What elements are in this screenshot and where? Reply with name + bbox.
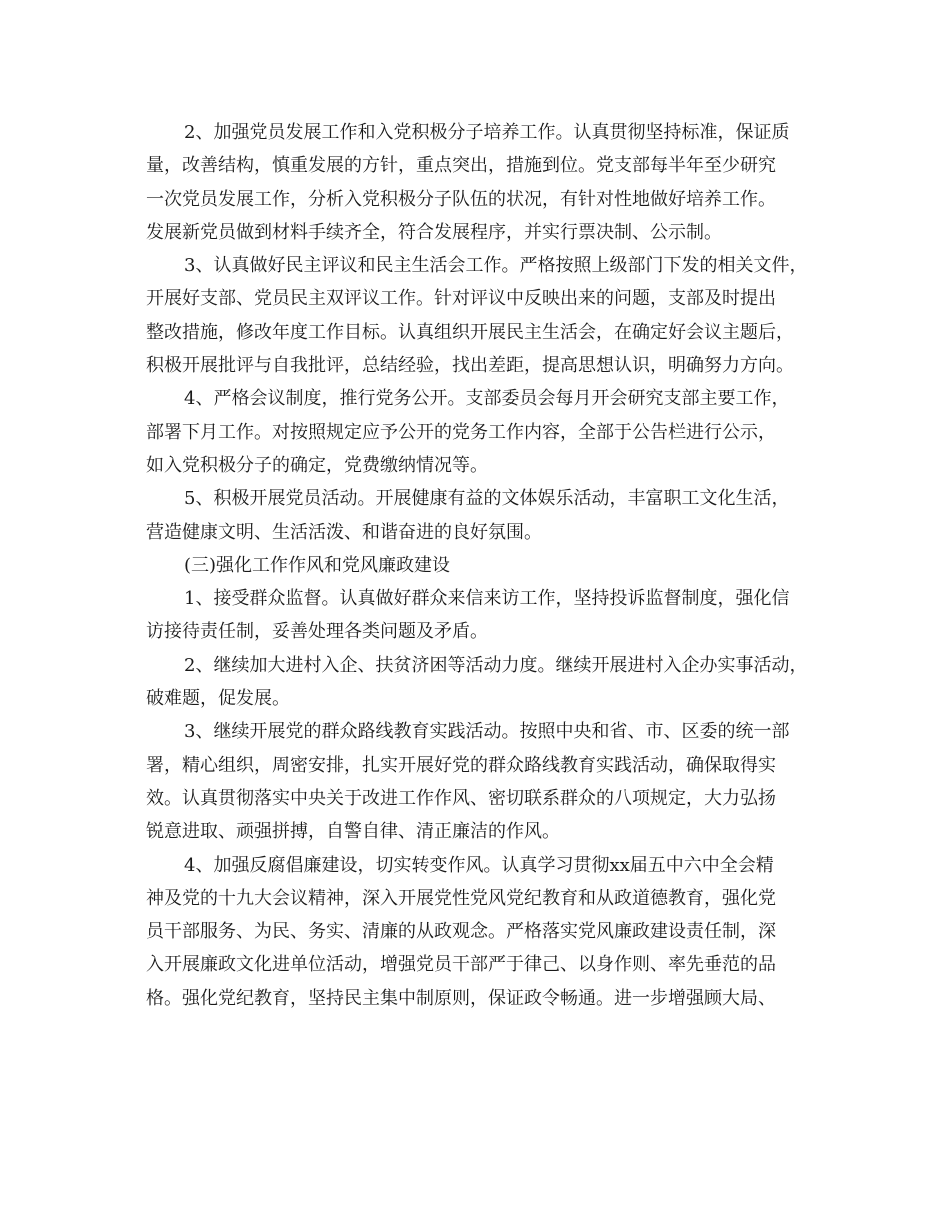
text-line: 3、认真做好民主评议和民主生活会工作。严格按照上级部门下发的相关文件， (184, 255, 808, 277)
text-line: 员干部服务、为民、务实、清廉的从政观念。严格落实党风廉政建设责任制，深 (146, 921, 776, 943)
text-line: 破难题，促发展。 (146, 688, 290, 710)
text-line: 积极开展批评与自我批评，总结经验，找出差距，提高思想认识，明确努力方向。 (146, 355, 794, 377)
text-line: 效。认真贯彻落实中央关于改进工作作风、密切联系群众的八项规定，大力弘扬 (146, 787, 776, 809)
text-line: 发展新党员做到材料手续齐全，符合发展程序，并实行票决制、公示制。 (146, 221, 722, 243)
text-line: 量，改善结构，慎重发展的方针，重点突出，措施到位。党支部每半年至少研究 (146, 155, 776, 177)
text-line: 5、积极开展党员活动。开展健康有益的文体娱乐活动，丰富职工文化生活， (184, 488, 790, 510)
text-line: 1、接受群众监督。认真做好群众来信来访工作，坚持投诉监督制度，强化信 (184, 588, 790, 610)
text-line: 入开展廉政文化进单位活动，增强党员干部严于律己、以身作则、率先垂范的品 (146, 954, 776, 976)
text-line: 开展好支部、党员民主双评议工作。针对评议中反映出来的问题，支部及时提出 (146, 288, 776, 310)
document-body (146, 116, 826, 1015)
text-line: (三)强化工作作风和党风廉政建设 (184, 554, 451, 576)
text-line: 访接待责任制，妥善处理各类问题及矛盾。 (146, 621, 488, 643)
text-line: 营造健康文明、生活活泼、和谐奋进的良好氛围。 (146, 521, 542, 543)
text-line: 整改措施，修改年度工作目标。认真组织开展民主生活会，在确定好会议主题后， (146, 321, 794, 343)
text-line: 锐意进取、顽强拼搏，自警自律、清正廉洁的作风。 (146, 821, 560, 843)
text-line: 神及党的十九大会议精神，深入开展党性党风党纪教育和从政道德教育，强化党 (146, 887, 776, 909)
text-line: 2、继续加大进村入企、扶贫济困等活动力度。继续开展进村入企办实事活动， (184, 654, 808, 676)
text-line: 2、加强党员发展工作和入党积极分子培养工作。认真贯彻坚持标准，保证质 (184, 122, 790, 143)
text-line: 部署下月工作。对按照规定应予公开的党务工作内容，全部于公告栏进行公示， (146, 421, 776, 443)
text-line: 3、继续开展党的群众路线教育实践活动。按照中央和省、市、区委的统一部 (184, 721, 790, 743)
text-line: 4、加强反腐倡廉建设，切实转变作风。认真学习贯彻xx届五中六中全会精 (184, 854, 774, 876)
text-line: 一次党员发展工作，分析入党积极分子队伍的状况，有针对性地做好培养工作。 (146, 188, 776, 210)
text-line: 4、严格会议制度，推行党务公开。支部委员会每月开会研究支部主要工作， (184, 388, 790, 410)
text-line: 署，精心组织，周密安排，扎实开展好党的群众路线教育实践活动，确保取得实 (146, 754, 776, 776)
text-line: 如入党积极分子的确定，党费缴纳情况等。 (146, 454, 488, 476)
text-line: 格。强化党纪教育，坚持民主集中制原则，保证政令畅通。进一步增强顾大局、 (146, 987, 776, 1009)
